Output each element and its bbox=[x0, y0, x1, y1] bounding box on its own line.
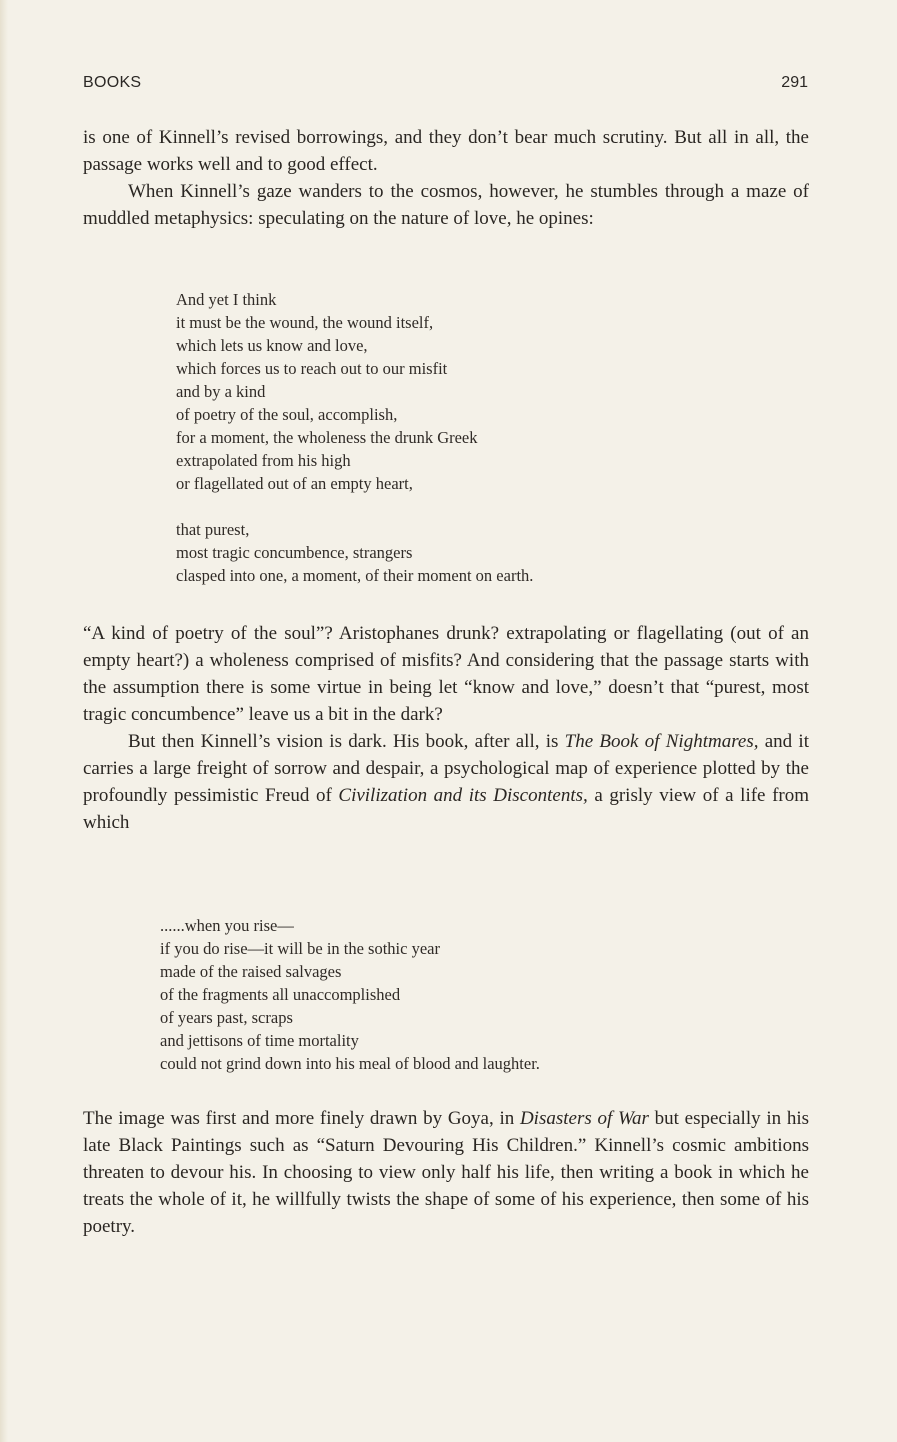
poem-line: extrapolated from his high bbox=[176, 451, 351, 470]
poem-line: clasped into one, a moment, of their moment on earth. bbox=[176, 566, 534, 585]
stanza-break bbox=[176, 495, 533, 518]
poem-line: ......when you rise— bbox=[160, 916, 294, 935]
book-title: Civilization and its Discontents, bbox=[338, 785, 588, 806]
opening-paragraphs bbox=[83, 124, 809, 232]
text-run: But then Kinnell’s vision is dark. His book, after all, is bbox=[128, 731, 565, 752]
middle-paragraphs bbox=[83, 620, 809, 836]
poem-line: made of the raised salvages bbox=[160, 962, 342, 981]
text-run: but especially in his late Black Paintings such as “Saturn Devouring His Children.” Kinnell’s cosmic ambitions threaten to devour his. In choosing to view only half his life, then writing a book in which he treats the whole of it, he willfully twists the shape of some of his experience, then some of his poetry. bbox=[83, 1108, 809, 1237]
text-run: and it carries a large freight of sorrow and despair, a psychological map of experience plotted by the profoundly pessimistic Freud of bbox=[83, 731, 809, 806]
poem-line: if you do rise—it will be in the sothic year bbox=[160, 939, 440, 958]
poem-line: and by a kind bbox=[176, 382, 266, 401]
section-title: BOOKS bbox=[83, 74, 142, 91]
paragraph-cosmos: When Kinnell’s gaze wanders to the cosmos, however, he stumbles through a maze of muddled metaphysics: speculating on the nature of love, he opines: bbox=[83, 181, 809, 229]
poem-line: could not grind down into his meal of blood and laughter. bbox=[160, 1054, 540, 1073]
artwork-title: Disasters of War bbox=[519, 1108, 649, 1129]
poem-line: and jettisons of time mortality bbox=[160, 1031, 359, 1050]
poem-line: it must be the wound, the wound itself, bbox=[176, 313, 434, 332]
poem-quotation-1 bbox=[176, 288, 533, 587]
poem-quotation-2 bbox=[160, 914, 540, 1075]
poem-line: that purest, bbox=[176, 520, 250, 539]
poem-line: And yet I think bbox=[176, 290, 277, 309]
poem-line: of the fragments all unaccomplished bbox=[160, 985, 401, 1004]
poem-line: of years past, scraps bbox=[160, 1008, 293, 1027]
poem-line: for a moment, the wholeness the drunk Greek bbox=[176, 428, 478, 447]
poem-line: which forces us to reach out to our misfit bbox=[176, 359, 448, 378]
poem-line: of poetry of the soul, accomplish, bbox=[176, 405, 398, 424]
running-head bbox=[83, 74, 808, 98]
closing-paragraph bbox=[83, 1105, 809, 1240]
poem-line: which lets us know and love, bbox=[176, 336, 368, 355]
paragraph-critique: “A kind of poetry of the soul”? Aristophanes drunk? extrapolating or flagellating (out of an empty heart?) a wholeness comprised of misfits? And considering that the passage starts with the assumption there is some virtue in being let “know and love,” doesn’t that “purest, most tragic concumbence” leave us a bit in the dark? bbox=[83, 623, 809, 725]
paragraph-continued: is one of Kinnell’s revised borrowings, and they don’t bear much scrutiny. But all in all, the passage works well and to good effect. bbox=[83, 127, 809, 175]
poem-line: or flagellated out of an empty heart, bbox=[176, 474, 413, 493]
paragraph-vision bbox=[83, 728, 809, 836]
text-run: The image was first and more finely drawn by Goya, in bbox=[83, 1108, 520, 1129]
poem-line: most tragic concumbence, strangers bbox=[176, 543, 413, 562]
paragraph-goya bbox=[83, 1105, 809, 1240]
text-run: a grisly view of a life from which bbox=[83, 785, 810, 833]
page-number: 291 bbox=[781, 74, 808, 91]
book-title: The Book of Nightmares, bbox=[564, 731, 759, 752]
page-edge-shadow bbox=[0, 0, 8, 1442]
